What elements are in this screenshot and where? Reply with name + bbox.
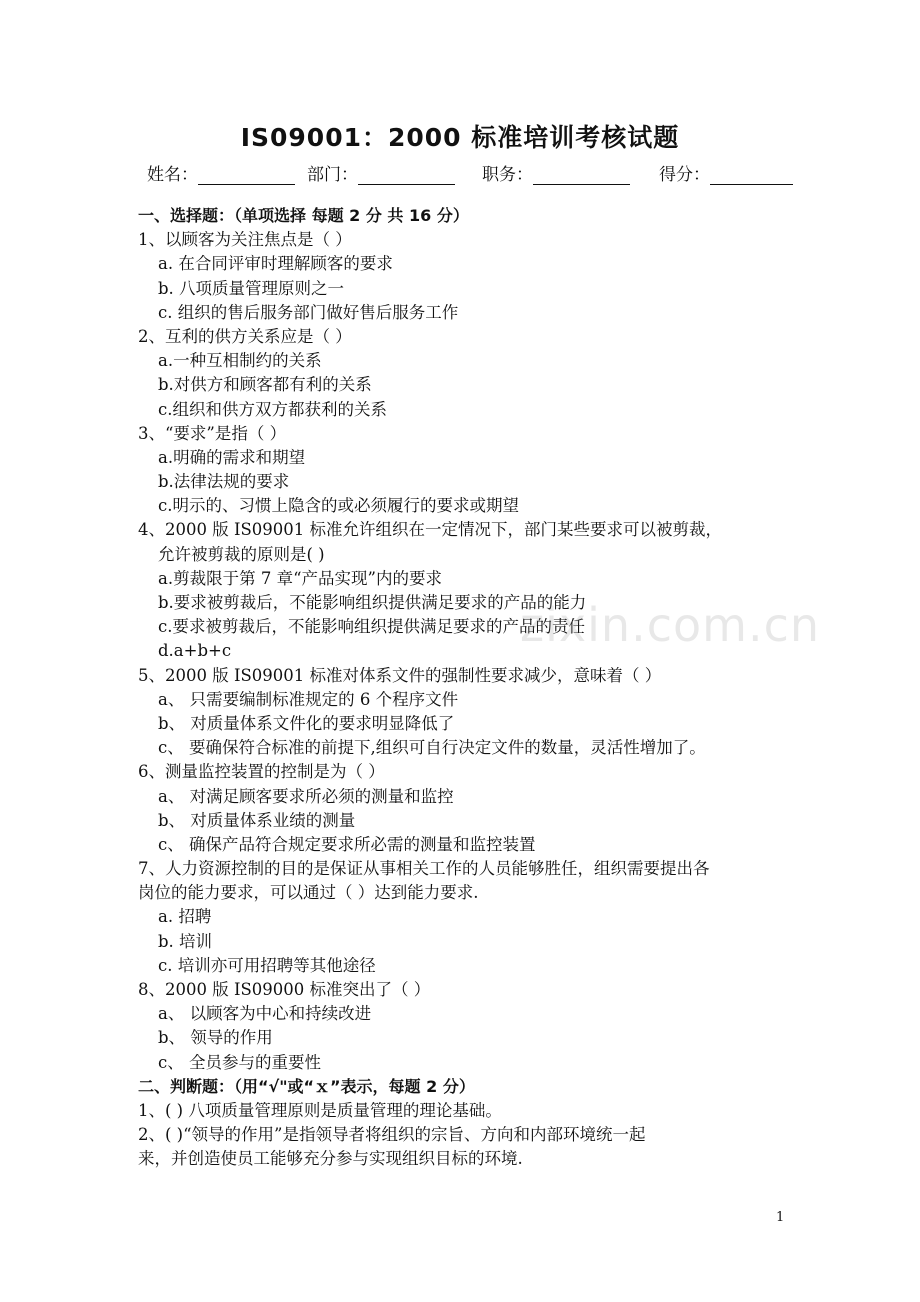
position-blank[interactable]: [533, 164, 630, 185]
dept-blank[interactable]: [358, 164, 455, 185]
option-line: a.一种互相制约的关系: [158, 351, 322, 371]
question-continuation: 允许被剪裁的原则是( ): [158, 544, 325, 564]
question-line: 1、( ) 八项质量管理原则是质量管理的理论基础。: [138, 1100, 502, 1120]
option-line: b. 八项质量管理原则之一: [158, 278, 345, 298]
info-row: [147, 160, 807, 186]
position-label: 职务：: [482, 165, 533, 185]
name-blank[interactable]: [198, 164, 295, 185]
dept-field: [307, 160, 455, 185]
score-blank[interactable]: [710, 164, 793, 185]
option-line: a、 对满足顾客要求所必须的测量和监控: [158, 786, 454, 806]
option-line: d.a+b+c: [158, 641, 232, 661]
name-field: [147, 160, 295, 185]
question-line: 2、( )“领导的作用”是指领导者将组织的宗旨、方向和内部环境统一起: [138, 1125, 646, 1145]
question-line: 1、以顾客为关注焦点是（ ）: [138, 230, 352, 250]
option-line: b.法律法规的要求: [158, 472, 290, 492]
position-field: [482, 160, 630, 185]
option-line: b、 对质量体系文件化的要求明显降低了: [158, 713, 455, 733]
option-line: a、 以顾客为中心和持续改进: [158, 1004, 372, 1024]
question-line: 6、测量监控装置的控制是为（ ）: [138, 762, 385, 782]
option-line: a.剪裁限于第 7 章“产品实现”内的要求: [158, 568, 442, 588]
watermark: zixin.com.cn: [520, 598, 821, 652]
question-line: 4、2000 版 IS09001 标准允许组织在一定情况下，部门某些要求可以被剪裁，: [138, 520, 723, 540]
document-title: IS09001：2000 标准培训考核试题: [240, 123, 680, 152]
question-content: [138, 204, 788, 1172]
question-line: 7、人力资源控制的目的是保证从事相关工作的人员能够胜任，组织需要提出各: [138, 859, 710, 879]
question-line: 2、互利的供方关系应是（ ）: [138, 326, 352, 346]
page-number: 1: [776, 1210, 785, 1225]
question-line: 5、2000 版 IS09001 标准对体系文件的强制性要求减少，意味着（ ）: [138, 665, 662, 685]
dept-label: 部门：: [307, 165, 358, 185]
option-line: c.要求被剪裁后，不能影响组织提供满足要求的产品的责任: [158, 617, 585, 637]
option-line: a. 招聘: [158, 907, 212, 927]
option-line: c、 全员参与的重要性: [158, 1052, 321, 1072]
option-line: c.组织和供方双方都获利的关系: [158, 399, 387, 419]
option-line: c、 确保产品符合规定要求所必需的测量和监控装置: [158, 834, 536, 854]
question-line: 来，并创造使员工能够充分参与实现组织目标的环境.: [138, 1149, 523, 1169]
option-line: c、 要确保符合标准的前提下,组织可自行决定文件的数量，灵活性增加了。: [158, 738, 706, 758]
score-label: 得分：: [659, 165, 710, 185]
question-line: 8、2000 版 IS09000 标准突出了（ ）: [138, 980, 431, 999]
option-line: b. 培训: [158, 931, 213, 951]
option-line: b.要求被剪裁后，不能影响组织提供满足要求的产品的能力: [158, 593, 587, 612]
section-heading: 一、选择题：（单项选择 每题 2 分 共 16 分）: [138, 206, 469, 225]
option-line: c.明示的、习惯上隐含的或必须履行的要求或期望: [158, 496, 519, 516]
option-line: b.对供方和顾客都有利的关系: [158, 375, 372, 395]
option-line: a.明确的需求和期望: [158, 447, 306, 467]
option-line: b、 对质量体系业绩的测量: [158, 810, 356, 830]
section-heading: 二、判断题：（用“√"或“ｘ”表示，每题 2 分）: [138, 1076, 475, 1096]
name-label: 姓名：: [147, 165, 198, 185]
option-line: b、 领导的作用: [158, 1028, 273, 1048]
question-line: 3、“要求”是指（ ）: [138, 423, 287, 443]
question-line: 岗位的能力要求，可以通过（ ）达到能力要求.: [138, 883, 479, 903]
option-line: c. 组织的售后服务部门做好售后服务工作: [158, 302, 459, 322]
score-field: [659, 160, 793, 185]
option-line: a、 只需要编制标准规定的 6 个程序文件: [158, 689, 459, 709]
option-line: a. 在合同评审时理解顾客的要求: [158, 254, 393, 274]
option-line: c. 培训亦可用招聘等其他途径: [158, 955, 376, 975]
